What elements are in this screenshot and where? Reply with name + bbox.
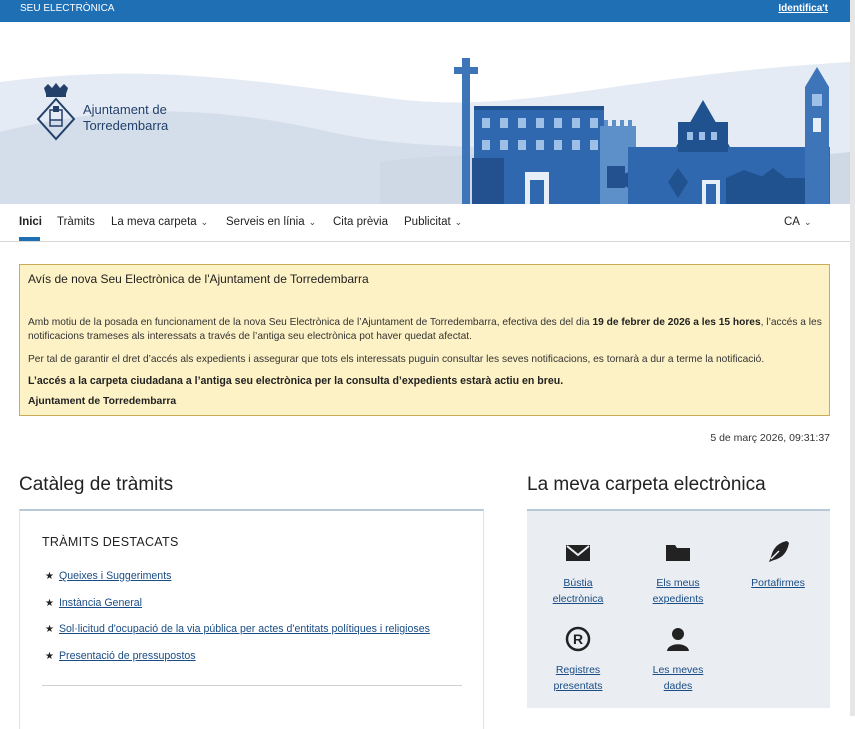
user-icon (665, 626, 691, 652)
notice-title: Avís de nova Seu Electrònica de l'Ajuntament de Torredembarra (28, 272, 369, 286)
carpeta-item-label (633, 575, 723, 607)
carpeta-item-label (533, 575, 623, 607)
notice-p1-end: , l’accés a les notificacions trameses als interessats a través de l’antiga seu electrònica pot haver quedat afectat. (28, 317, 822, 342)
svg-text:R: R (572, 631, 584, 647)
top-bar (0, 0, 850, 22)
notice-p1-start: Amb motiu de la posada en funcionament de la nova Seu Electrònica de l’Ajuntament de Torredembarra, efectiva des del dia (28, 317, 593, 328)
registered-icon (565, 626, 591, 652)
nav-item-inici[interactable]: Inici (19, 216, 43, 228)
notice-paragraph-1 (28, 316, 823, 344)
nav-item-serveis-en-linia[interactable] (226, 216, 316, 228)
login-link[interactable]: Identifica't (778, 3, 828, 14)
notice-box (19, 264, 830, 416)
chevron-down-icon: ⌄ (200, 217, 209, 227)
carpeta-card (527, 509, 830, 708)
municipal-crest-icon (36, 82, 76, 142)
label-line1: Portafirmes (751, 577, 805, 589)
label-line1: Registres (555, 664, 601, 676)
nav-item-la-meva-carpeta[interactable] (111, 216, 208, 228)
carpeta-item-portafirmes[interactable] (733, 539, 823, 591)
carpeta-item-bustia[interactable] (533, 539, 623, 607)
star-icon: ★ (45, 624, 54, 635)
municipal-name-line2: Torredembarra (83, 118, 169, 133)
list-item (45, 650, 196, 662)
notice-signature: Ajuntament de Torredembarra (28, 396, 177, 407)
language-label: CA (784, 216, 800, 228)
nav-label-publicitat: Publicitat (404, 216, 451, 228)
active-tab-indicator (19, 237, 40, 241)
folder-icon (665, 539, 691, 565)
tramits-destacats-heading: TRÀMITS DESTACATS (42, 535, 179, 549)
tramit-link-pressupostos[interactable]: Presentació de pressupostos (58, 650, 196, 662)
carpeta-item-label (633, 662, 723, 694)
nav-label-serveis-en-linia: Serveis en línia (226, 216, 305, 228)
carpeta-item-expedients[interactable] (633, 539, 723, 607)
notice-paragraph-3: L’accés a la carpeta ciudadana a l’antiga seu electrònica per la consulta d’expedients estarà actiu en breu. (28, 375, 564, 387)
label-line1: Els meus (656, 577, 700, 589)
notice-p1-date: 19 de febrer de 2026 a les 15 hores (592, 317, 761, 328)
tramit-link-instancia[interactable]: Instància General (58, 597, 143, 609)
tramit-link-ocupacio[interactable]: Sol·licitud d'ocupació de la via pública per actes d'entitats polítiques i religioses (58, 623, 430, 635)
chevron-down-icon: ⌄ (308, 217, 317, 227)
chevron-down-icon: ⌄ (454, 217, 463, 227)
label-line2: electrònica (552, 593, 604, 605)
cataleg-title: Catàleg de tràmits (19, 474, 174, 495)
label-line2: expedients (652, 593, 704, 605)
star-icon: ★ (45, 651, 54, 662)
list-item (45, 570, 171, 582)
municipal-name (83, 102, 168, 134)
carpeta-item-dades[interactable] (633, 626, 723, 694)
divider (42, 685, 462, 686)
nav-item-cita-previa[interactable]: Cita prèvia (333, 216, 388, 228)
carpeta-title: La meva carpeta electrònica (527, 474, 766, 495)
nav-item-publicitat[interactable] (404, 216, 462, 228)
language-selector[interactable] (784, 216, 812, 228)
tramits-destacats-card (19, 509, 484, 729)
main-navigation (0, 204, 850, 242)
timestamp: 5 de març 2026, 09:31:37 (710, 432, 830, 444)
carpeta-item-label (733, 575, 823, 591)
star-icon: ★ (45, 598, 54, 609)
label-line1: Bústia (563, 577, 593, 589)
carpeta-item-label (533, 662, 623, 694)
nav-label-la-meva-carpeta: La meva carpeta (111, 216, 197, 228)
star-icon: ★ (45, 571, 54, 582)
envelope-icon (565, 539, 591, 565)
site-brand: SEU ELECTRÒNICA (20, 3, 115, 14)
municipal-name-line1: Ajuntament de (83, 102, 167, 117)
tramit-link-queixes[interactable]: Queixes i Suggeriments (58, 570, 172, 582)
notice-paragraph-2: Per tal de garantir el dret d’accés als expedients i assegurar que tots els interessats puguin consultar les seves notificacions, es tornarà a dur a terme la notificació. (28, 354, 765, 365)
label-line2: presentats (553, 680, 603, 692)
scrollbar[interactable] (850, 0, 855, 716)
list-item (45, 597, 142, 609)
chevron-down-icon: ⌄ (803, 217, 812, 227)
list-item (45, 623, 430, 635)
pen-nib-icon (765, 539, 791, 565)
label-line1: Les meves (652, 664, 704, 676)
label-line2: dades (663, 680, 693, 692)
nav-item-tramits[interactable]: Tràmits (57, 216, 95, 228)
carpeta-item-registres[interactable] (533, 626, 623, 694)
